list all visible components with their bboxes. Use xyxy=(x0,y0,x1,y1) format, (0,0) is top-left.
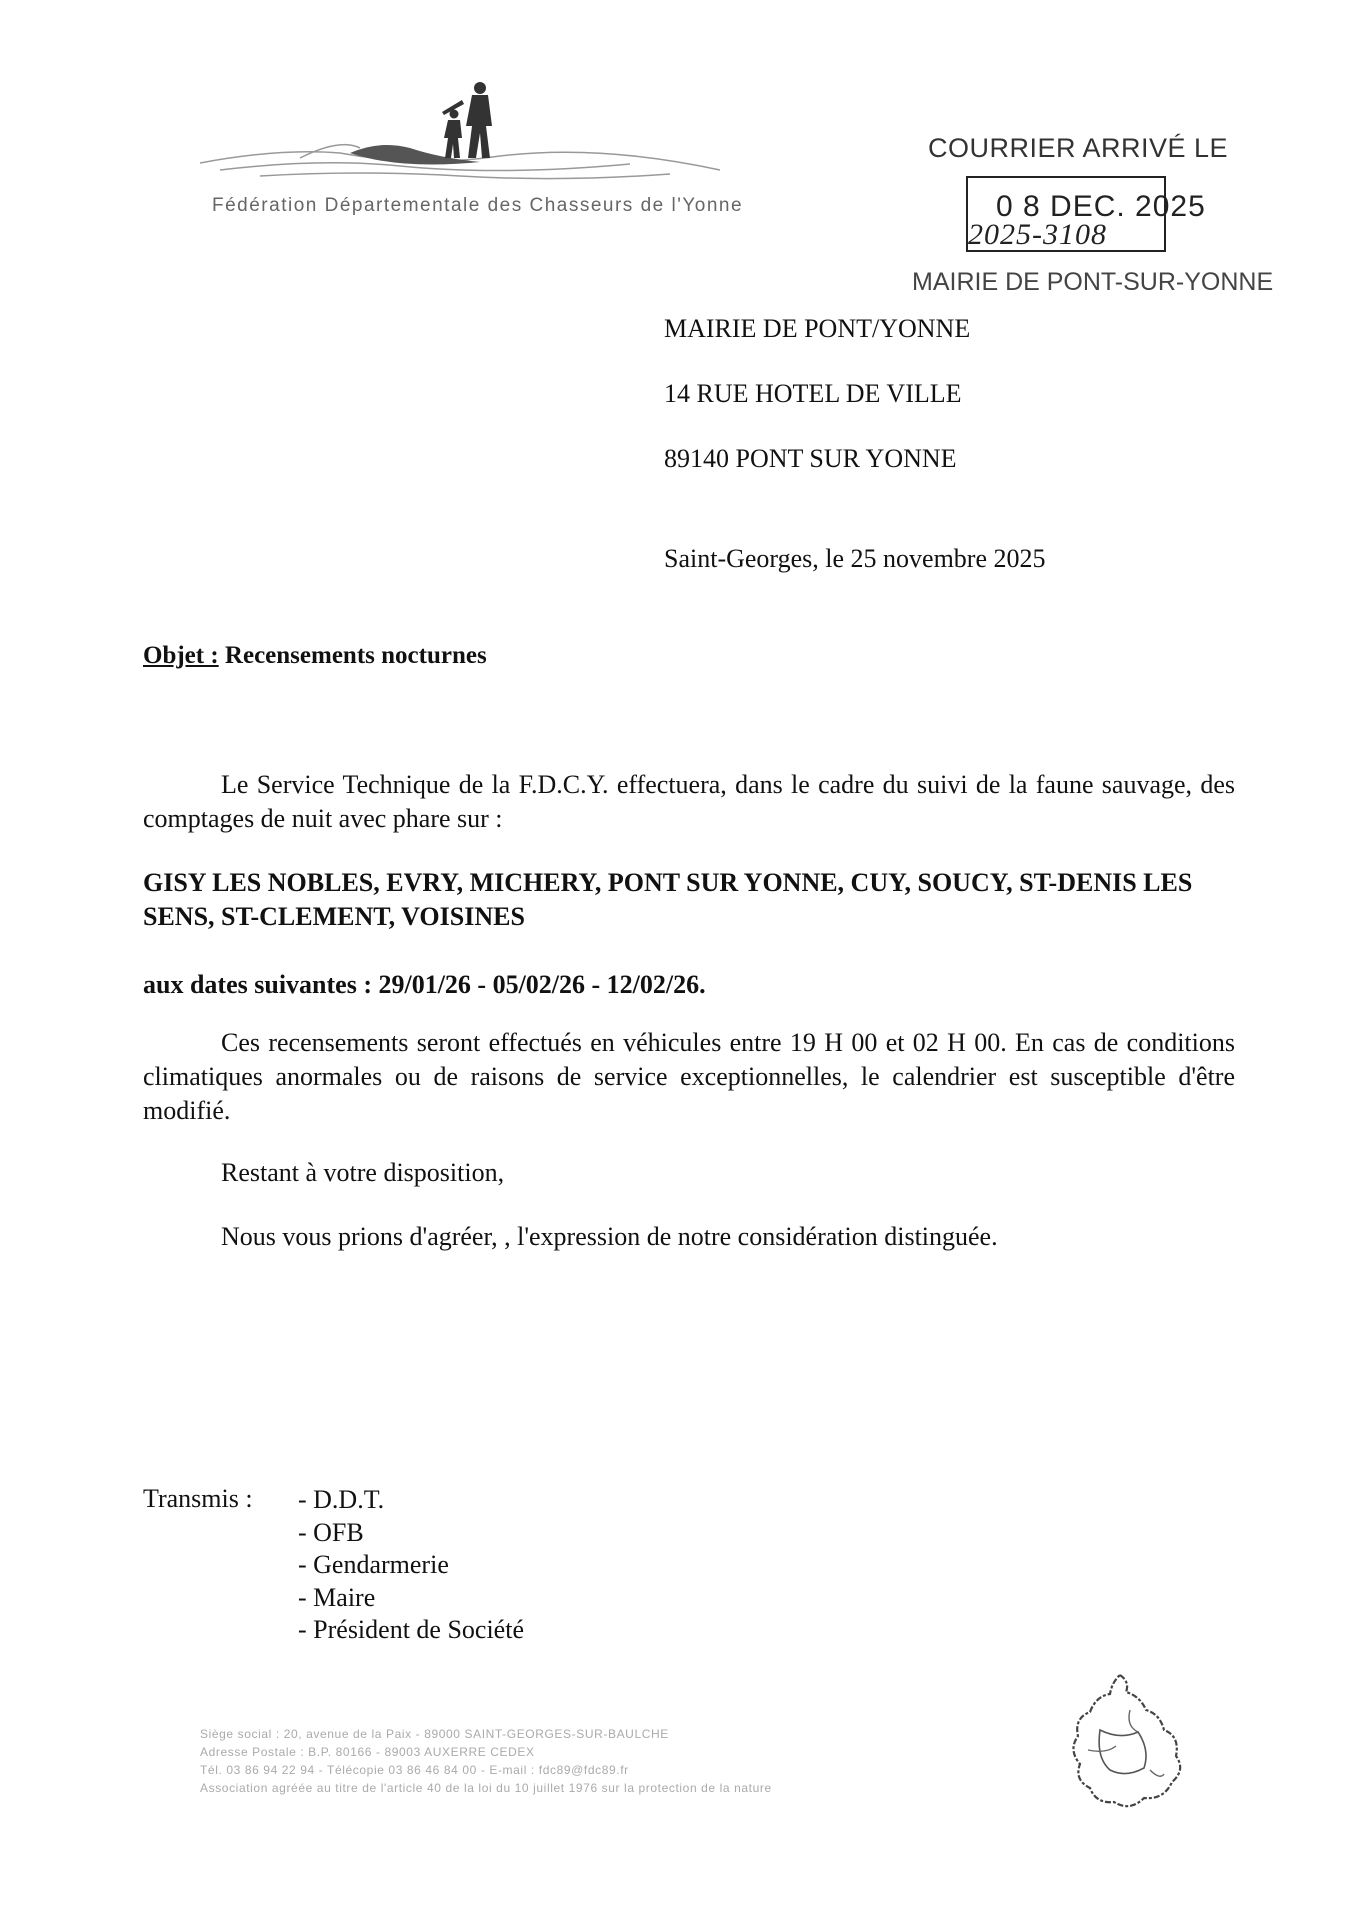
recipient-line-3: 89140 PONT SUR YONNE xyxy=(664,444,957,473)
subject-text: Recensements nocturnes xyxy=(218,642,487,669)
recipient-line-2: 14 RUE HOTEL DE VILLE xyxy=(664,379,962,408)
transmis-list xyxy=(298,1484,524,1647)
recipient-line-1: MAIRIE DE PONT/YONNE xyxy=(664,314,971,343)
footer-address xyxy=(200,1725,772,1797)
stamp-mairie: MAIRIE DE PONT-SUR-YONNE xyxy=(912,268,1274,296)
subject-label: Objet : xyxy=(143,642,219,669)
org-name: Fédération Départementale des Chasseurs de l'Yonne xyxy=(212,195,744,216)
closing-line-2: Nous vous prions d'agréer, , l'expression de notre considération distinguée. xyxy=(221,1222,998,1251)
yonne-map-icon xyxy=(1060,1670,1200,1820)
stamp-date: 0 8 DEC. 2025 xyxy=(996,190,1206,223)
place-date: Saint-Georges, le 25 novembre 2025 xyxy=(664,544,1046,573)
list-item: - Président de Société xyxy=(298,1615,524,1644)
communes-list: GISY LES NOBLES, EVRY, MICHERY, PONT SUR YONNE, CUY, SOUCY, ST-DENIS LES SENS, ST-CLEMENT, VOISINES xyxy=(143,868,1193,931)
footer-line-2: Adresse Postale : B.P. 80166 - 89003 AUXERRE CEDEX xyxy=(200,1745,535,1759)
transmis-label: Transmis : xyxy=(143,1484,253,1513)
list-item: - OFB xyxy=(298,1517,364,1547)
list-item: - Gendarmerie xyxy=(298,1550,449,1579)
list-item: - D.D.T. xyxy=(298,1485,385,1514)
stamp-reference: 2025-3108 xyxy=(968,218,1107,251)
stamp-title: COURRIER ARRIVÉ LE xyxy=(928,133,1229,163)
list-item: - Maire xyxy=(298,1582,376,1612)
body-paragraph-2: Ces recensements seront effectués en véhicules entre 19 H 00 et 02 H 00. En cas de conditions climatiques anormales ou de raisons de service exceptionnelles, le calendrier est susceptible d'être modifié. xyxy=(143,1028,1235,1125)
footer-line-4: Association agréée au titre de l'article 40 de la loi du 10 juillet 1976 sur la protection de la nature xyxy=(200,1781,772,1795)
body-paragraph-1: Le Service Technique de la F.D.C.Y. effectuera, dans le cadre du suivi de la faune sauvage, des comptages de nuit avec phare sur : xyxy=(143,770,1235,833)
census-dates: aux dates suivantes : 29/01/26 - 05/02/26 - 12/02/26. xyxy=(143,970,706,999)
subject-line xyxy=(143,642,487,670)
closing-line-1: Restant à votre disposition, xyxy=(221,1158,505,1187)
footer-line-1: Siège social : 20, avenue de la Paix - 89000 SAINT-GEORGES-SUR-BAULCHE xyxy=(200,1727,669,1741)
footer-line-3: Tél. 03 86 94 22 94 - Télécopie 03 86 46 84 00 - E-mail : fdc89@fdc89.fr xyxy=(200,1763,629,1777)
